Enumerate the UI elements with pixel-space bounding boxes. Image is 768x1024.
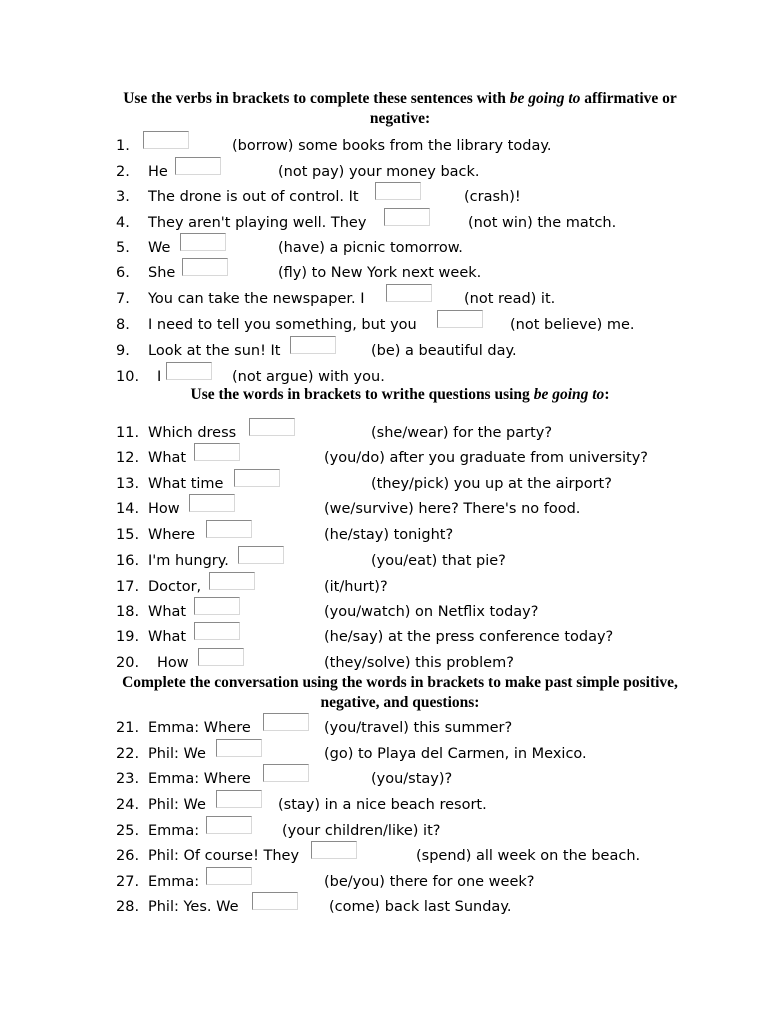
answer-input[interactable] — [252, 892, 298, 910]
exercise-item — [0, 575, 768, 599]
heading-text: Use the verbs in brackets to complete these sentences with — [123, 90, 510, 107]
item-number: 23. — [116, 771, 140, 787]
item-number: 21. — [116, 720, 140, 736]
item-text-after: (be/you) there for one week? — [324, 874, 535, 890]
item-number: 12. — [116, 450, 140, 466]
item-text-after: (we/survive) here? There's no food. — [324, 501, 581, 517]
section-1-heading — [110, 89, 690, 129]
answer-input[interactable] — [386, 284, 432, 302]
exercise-item — [0, 313, 768, 337]
answer-input[interactable] — [189, 494, 235, 512]
item-text-before: She — [148, 265, 176, 281]
item-number: 24. — [116, 797, 140, 813]
answer-input[interactable] — [175, 157, 221, 175]
item-number: 13. — [116, 476, 140, 492]
answer-input[interactable] — [263, 764, 309, 782]
heading-text: Use the words in brackets to writhe questions using — [190, 386, 534, 403]
answer-input[interactable] — [143, 131, 189, 149]
heading-text: Complete the conversation using the words in brackets to make past simple positive, negative, and questions: — [122, 674, 678, 711]
heading-emphasis: be going to — [509, 90, 581, 107]
exercise-item — [0, 793, 768, 817]
item-text-before: Phil: Of course! They — [148, 848, 300, 864]
item-number: 6. — [116, 265, 130, 281]
item-text-after: (they/solve) this problem? — [324, 655, 514, 671]
item-number: 17. — [116, 579, 140, 595]
exercise-item — [0, 287, 768, 311]
exercise-item — [0, 870, 768, 894]
heading-text-end: : — [604, 386, 610, 403]
item-text-after: (you/stay)? — [371, 771, 453, 787]
item-text-after: (stay) in a nice beach resort. — [278, 797, 487, 813]
exercise-item — [0, 236, 768, 260]
answer-input[interactable] — [194, 597, 240, 615]
answer-input[interactable] — [216, 739, 262, 757]
item-number: 19. — [116, 629, 140, 645]
answer-input[interactable] — [182, 258, 228, 276]
item-text-before: Phil: Yes. We — [148, 899, 239, 915]
item-text-before: Phil: We — [148, 746, 206, 762]
answer-input[interactable] — [206, 520, 252, 538]
exercise-item — [0, 716, 768, 740]
item-text-before: What — [148, 450, 187, 466]
item-text-before: Emma: Where — [148, 720, 251, 736]
answer-input[interactable] — [263, 713, 309, 731]
item-text-after: (come) back last Sunday. — [329, 899, 512, 915]
answer-input[interactable] — [206, 816, 252, 834]
answer-input[interactable] — [194, 622, 240, 640]
item-number: 14. — [116, 501, 140, 517]
answer-input[interactable] — [437, 310, 483, 328]
exercise-item — [0, 160, 768, 184]
item-text-after: (you/travel) this summer? — [324, 720, 513, 736]
item-text-before: I'm hungry. — [148, 553, 229, 569]
exercise-item — [0, 549, 768, 573]
exercise-item — [0, 497, 768, 521]
exercise-item — [0, 844, 768, 868]
answer-input[interactable] — [311, 841, 357, 859]
item-text-after: (be) a beautiful day. — [371, 343, 517, 359]
item-text-after: (go) to Playa del Carmen, in Mexico. — [324, 746, 587, 762]
exercise-item — [0, 339, 768, 363]
item-text-before: I — [157, 369, 162, 385]
item-text-after: (have) a picnic tomorrow. — [278, 240, 463, 256]
item-text-after: (he/stay) tonight? — [324, 527, 454, 543]
item-text-before: Where — [148, 527, 196, 543]
exercise-item — [0, 742, 768, 766]
item-text-after: (fly) to New York next week. — [278, 265, 482, 281]
answer-input[interactable] — [209, 572, 255, 590]
item-text-before: They aren't playing well. They — [148, 215, 367, 231]
item-text-after: (she/wear) for the party? — [371, 425, 553, 441]
item-text-before: Emma: — [148, 823, 200, 839]
item-number: 25. — [116, 823, 140, 839]
item-text-before: Emma: Where — [148, 771, 251, 787]
item-text-before: How — [157, 655, 189, 671]
section-2-heading — [110, 385, 690, 405]
section-3-heading — [110, 673, 690, 713]
item-number: 4. — [116, 215, 130, 231]
item-text-after: (it/hurt)? — [324, 579, 388, 595]
answer-input[interactable] — [290, 336, 336, 354]
item-number: 22. — [116, 746, 140, 762]
answer-input[interactable] — [180, 233, 226, 251]
item-text-before: You can take the newspaper. I — [148, 291, 365, 307]
item-text-after: (borrow) some books from the library today. — [232, 138, 552, 154]
answer-input[interactable] — [166, 362, 212, 380]
exercise-item — [0, 625, 768, 649]
item-text-before: Which dress — [148, 425, 237, 441]
item-number: 1. — [116, 138, 130, 154]
item-text-after: (not argue) with you. — [232, 369, 385, 385]
item-text-after: (not win) the match. — [468, 215, 617, 231]
item-number: 26. — [116, 848, 140, 864]
answer-input[interactable] — [198, 648, 244, 666]
item-number: 16. — [116, 553, 140, 569]
item-text-before: What — [148, 604, 187, 620]
exercise-item — [0, 185, 768, 209]
heading-text-end: affirmative or negative: — [369, 90, 677, 127]
item-number: 11. — [116, 425, 140, 441]
item-text-before: What time — [148, 476, 224, 492]
item-number: 28. — [116, 899, 140, 915]
item-number: 15. — [116, 527, 140, 543]
item-number: 2. — [116, 164, 130, 180]
item-text-before: The drone is out of control. It — [148, 189, 359, 205]
item-text-after: (he/say) at the press conference today? — [324, 629, 614, 645]
item-text-after: (your children/like) it? — [282, 823, 441, 839]
exercise-item — [0, 600, 768, 624]
answer-input[interactable] — [384, 208, 430, 226]
exercise-item — [0, 446, 768, 470]
item-text-after: (they/pick) you up at the airport? — [371, 476, 612, 492]
answer-input[interactable] — [194, 443, 240, 461]
item-text-before: Emma: — [148, 874, 200, 890]
item-text-after: (crash)! — [464, 189, 521, 205]
answer-input[interactable] — [206, 867, 252, 885]
answer-input[interactable] — [238, 546, 284, 564]
item-number: 5. — [116, 240, 130, 256]
item-text-before: Look at the sun! It — [148, 343, 281, 359]
item-text-before: How — [148, 501, 180, 517]
item-text-before: We — [148, 240, 171, 256]
item-text-before: I need to tell you something, but you — [148, 317, 417, 333]
item-text-after: (you/do) after you graduate from university? — [324, 450, 649, 466]
exercise-item — [0, 651, 768, 675]
answer-input[interactable] — [249, 418, 295, 436]
item-text-after: (not read) it. — [464, 291, 556, 307]
item-number: 18. — [116, 604, 140, 620]
item-number: 8. — [116, 317, 130, 333]
item-number: 7. — [116, 291, 130, 307]
exercise-item — [0, 421, 768, 445]
item-text-before: He — [148, 164, 168, 180]
exercise-item — [0, 767, 768, 791]
exercise-item — [0, 819, 768, 843]
exercise-item — [0, 523, 768, 547]
item-text-before: Doctor, — [148, 579, 202, 595]
item-text-after: (not believe) me. — [510, 317, 635, 333]
item-number: 9. — [116, 343, 130, 359]
exercise-item — [0, 134, 768, 158]
item-text-after: (spend) all week on the beach. — [416, 848, 641, 864]
item-number: 27. — [116, 874, 140, 890]
heading-emphasis: be going to — [533, 386, 605, 403]
item-text-before: Phil: We — [148, 797, 206, 813]
exercise-item — [0, 211, 768, 235]
item-number: 3. — [116, 189, 130, 205]
item-text-after: (you/eat) that pie? — [371, 553, 506, 569]
exercise-item — [0, 895, 768, 919]
item-text-after: (you/watch) on Netflix today? — [324, 604, 539, 620]
item-text-before: What — [148, 629, 187, 645]
answer-input[interactable] — [234, 469, 280, 487]
exercise-item — [0, 261, 768, 285]
item-text-after: (not pay) your money back. — [278, 164, 480, 180]
item-number: 20. — [116, 655, 140, 671]
item-number: 10. — [116, 369, 140, 385]
answer-input[interactable] — [216, 790, 262, 808]
exercise-item — [0, 472, 768, 496]
answer-input[interactable] — [375, 182, 421, 200]
